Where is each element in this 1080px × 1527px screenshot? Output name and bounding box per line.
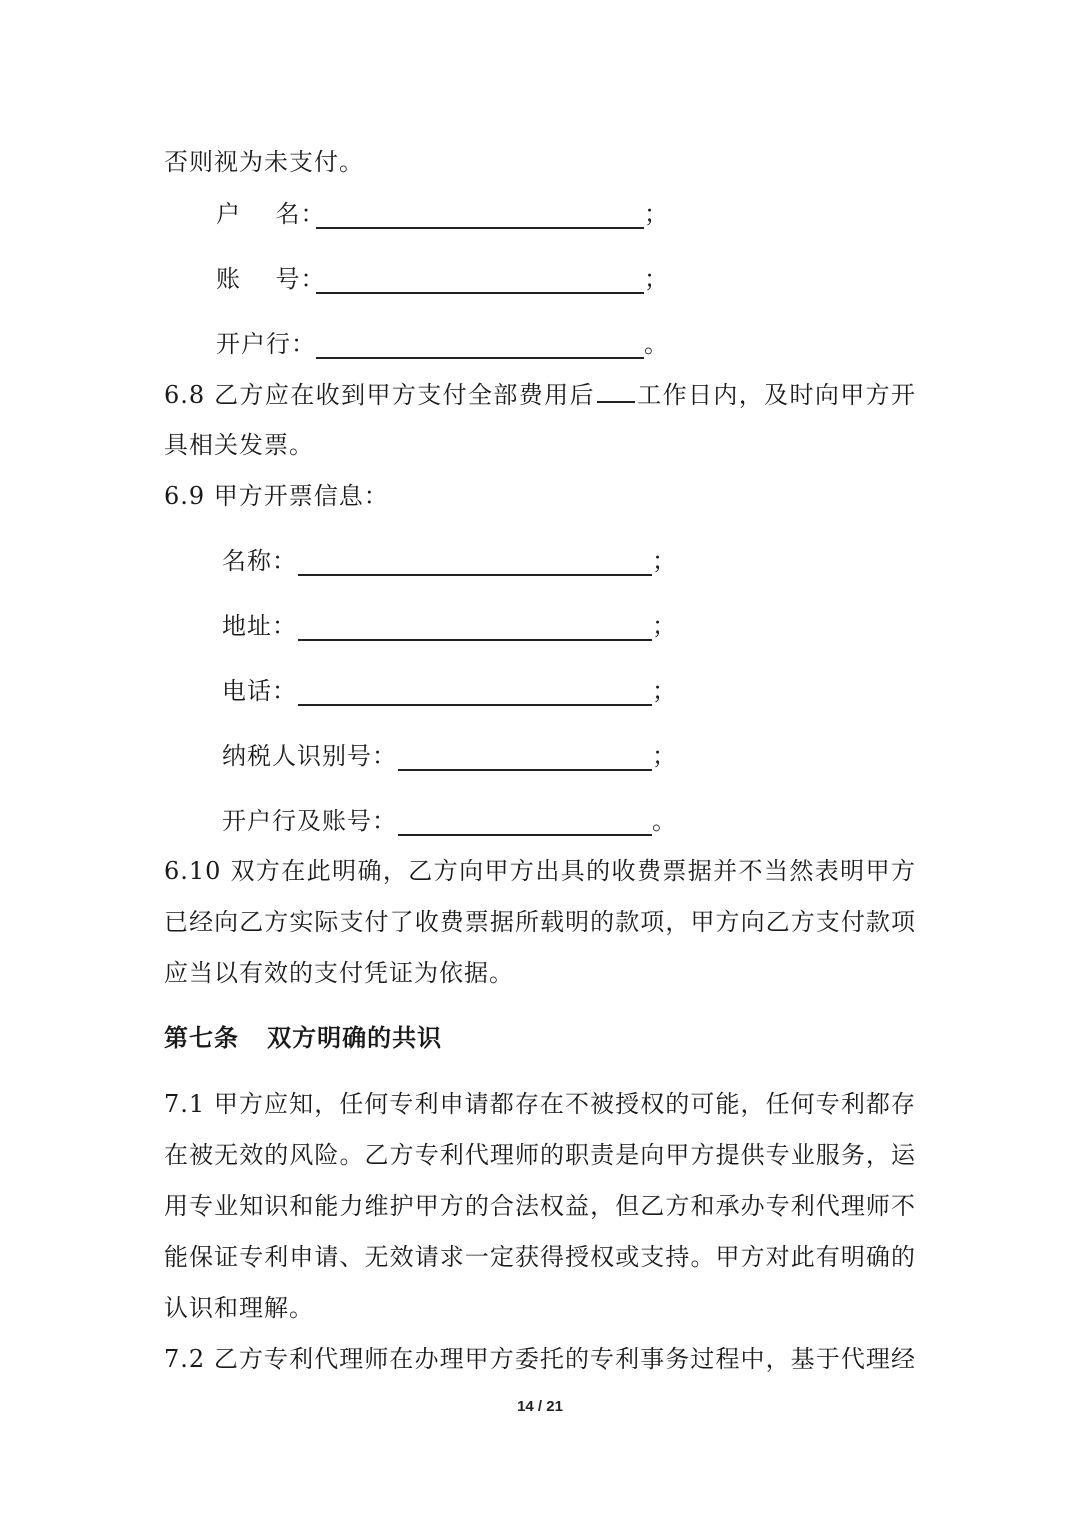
fill-blank-account-number[interactable] bbox=[316, 292, 644, 294]
clause-7-1-line-5: 认识和理解。 bbox=[164, 1294, 314, 1322]
field-account-name bbox=[216, 199, 669, 233]
clause-6-10-line-1: 6.10 双方在此明确，乙方向甲方出具的收费票据并不当然表明甲方 bbox=[164, 857, 916, 885]
field-label: 纳税人识别号： bbox=[222, 742, 397, 770]
intro-line: 否则视为未支付。 bbox=[164, 148, 364, 176]
clause-6-8-line-2: 具相关发票。 bbox=[164, 431, 314, 459]
field-terminator: 。 bbox=[652, 807, 677, 835]
field-label: 开户行： bbox=[216, 330, 316, 358]
fill-blank-tax-id[interactable] bbox=[398, 769, 652, 771]
field-label: 名称： bbox=[222, 547, 297, 575]
field-terminator: ； bbox=[644, 265, 669, 293]
invoice-field-address bbox=[222, 611, 677, 645]
clause-7-1-line-1: 7.1 甲方应知，任何专利申请都存在不被授权的可能，任何专利都存 bbox=[164, 1090, 916, 1118]
clause-6-9-title: 6.9 甲方开票信息： bbox=[164, 482, 389, 510]
field-label: 开户行及账号： bbox=[222, 807, 397, 835]
field-terminator: ； bbox=[652, 742, 677, 770]
clause-6-8-line-1 bbox=[164, 379, 916, 410]
invoice-field-phone bbox=[222, 676, 677, 710]
field-terminator: ； bbox=[652, 612, 677, 640]
clause-6-10-line-2: 已经向乙方实际支付了收费票据所载明的款项，甲方向乙方支付款项 bbox=[164, 908, 916, 936]
field-terminator: ； bbox=[652, 547, 677, 575]
fill-blank-name[interactable] bbox=[298, 574, 652, 576]
field-bank bbox=[216, 329, 669, 363]
field-terminator: ； bbox=[644, 200, 669, 228]
article-7-heading: 第七条 双方明确的共识 bbox=[164, 1023, 443, 1052]
clause-6-8-text-before: 6.8 乙方应在收到甲方支付全部费用后 bbox=[164, 381, 595, 409]
fill-blank-phone[interactable] bbox=[298, 704, 652, 706]
invoice-field-tax-id bbox=[222, 741, 677, 775]
clause-6-8-text-after: 工作日内，及时向甲方开 bbox=[636, 381, 916, 409]
fill-blank-workdays[interactable] bbox=[597, 379, 635, 403]
clause-7-1-line-4: 能保证专利申请、无效请求一定获得授权或支持。甲方对此有明确的 bbox=[164, 1243, 916, 1271]
fill-blank-address[interactable] bbox=[298, 639, 652, 641]
field-label: 账 号： bbox=[216, 265, 326, 293]
invoice-field-bank-account bbox=[222, 806, 677, 840]
fill-blank-account-name[interactable] bbox=[316, 227, 644, 229]
clause-7-1-line-3: 用专业知识和能力维护甲方的合法权益，但乙方和承办专利代理师不 bbox=[164, 1192, 916, 1220]
clause-7-2-line-1: 7.2 乙方专利代理师在办理甲方委托的专利事务过程中，基于代理经 bbox=[164, 1345, 916, 1373]
field-account-number bbox=[216, 264, 669, 298]
fill-blank-bank[interactable] bbox=[316, 357, 644, 359]
field-terminator: 。 bbox=[644, 330, 669, 358]
page-indicator: 14 / 21 bbox=[517, 1398, 563, 1415]
invoice-field-name bbox=[222, 546, 677, 580]
fill-blank-bank-account[interactable] bbox=[398, 834, 652, 836]
field-terminator: ； bbox=[652, 677, 677, 705]
clause-6-10-line-3: 应当以有效的支付凭证为依据。 bbox=[164, 959, 514, 987]
field-label: 地址： bbox=[222, 612, 297, 640]
field-label: 户 名： bbox=[216, 200, 326, 228]
clause-7-1-line-2: 在被无效的风险。乙方专利代理师的职责是向甲方提供专业服务，运 bbox=[164, 1141, 916, 1169]
field-label: 电话： bbox=[222, 677, 297, 705]
